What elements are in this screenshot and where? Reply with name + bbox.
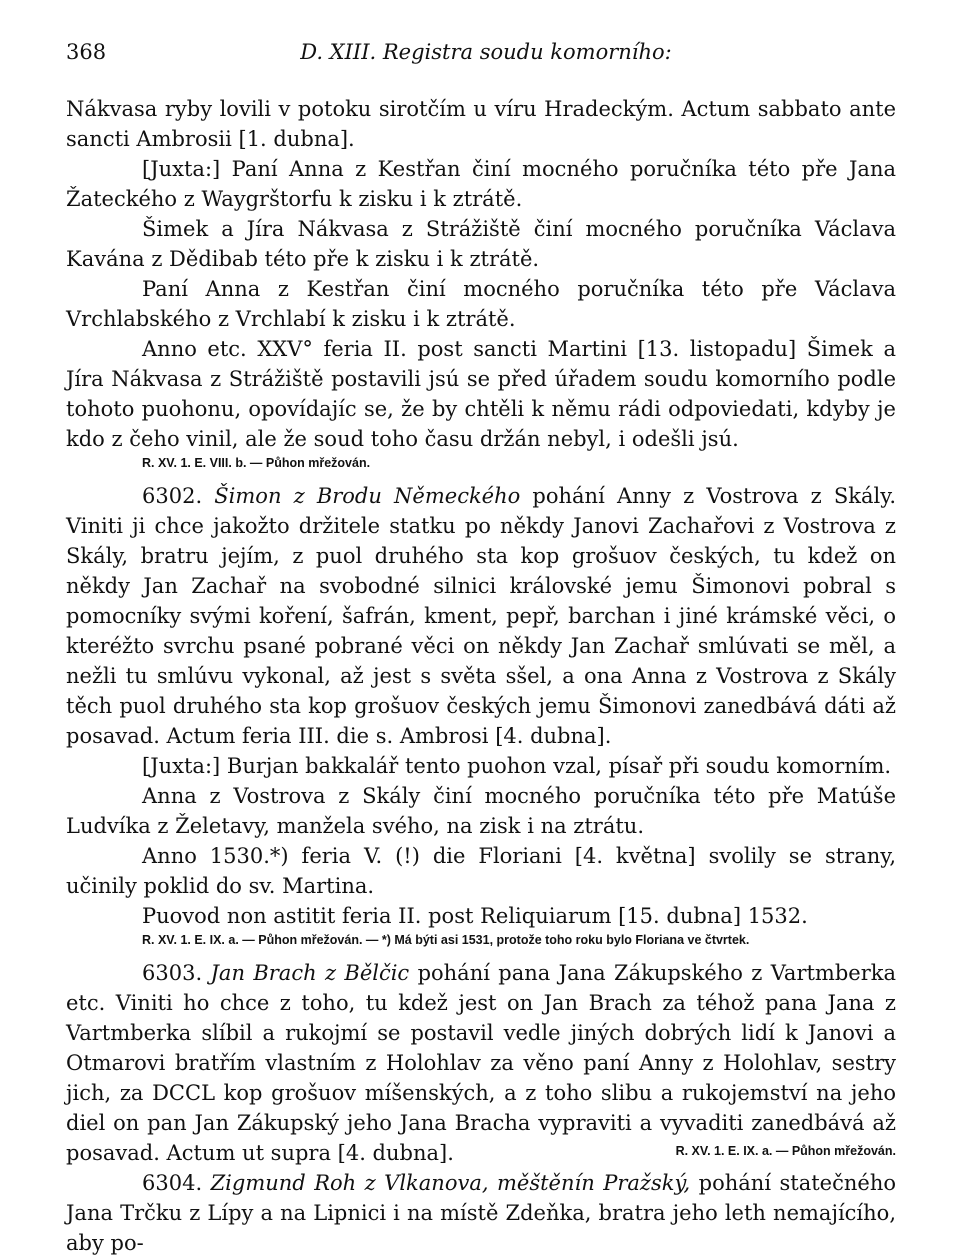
- entry-plaintiff: Šimon z Brodu Německého: [214, 484, 521, 508]
- entry-text: pohání pana Jana Zákupského z Vartmberka etc. Viniti ho chce z toho, tu kdež jest on Jan Brach za téhož pana Jana z Vartmberka slíbil a rukojmí se postavil vedle jiných dobrých lidí k Janovi a Otmarovi bratřím vlastním z Holohlav za věno paní Anny z Holohlav, sestry jich, za DCCL kop grošuov míšenských, a z toho slibu a rukojemství na jeho diel on pan Jan Zákupský jeho Jana Bracha vypraviti a vyvaditi zanedbává až posavad. Actum ut supra [4. dubna].: [66, 961, 896, 1165]
- paragraph: Puovod non astitit feria II. post Reliquiarum [15. dubna] 1532.: [142, 904, 808, 928]
- paragraph: Paní Anna z Kestřan činí mocného poručníka této pře Václava Vrchlabského z Vrchlabí k zisku i k ztrátě.: [66, 277, 896, 331]
- paragraph: Anno 1530.*) feria V. (!) die Floriani [4. května] svolily se strany, učinily poklid do sv. Martina.: [66, 844, 896, 898]
- entry-plaintiff: Jan Brach z Bělčic: [210, 961, 410, 985]
- entry-6304: [66, 1168, 896, 1258]
- paragraph: Šimek a Jíra Nákvasa z Strážiště činí mocného poručníka Václava Kavána z Dědibab této pře k zisku i k ztrátě.: [66, 217, 896, 271]
- entry-text: pohání statečného Jana Trčku z Lípy a na Lipnici i na místě Zdeňka, bratra jeho leth nemajícího, aby po-: [66, 1171, 896, 1255]
- entry-number: 6302.: [142, 484, 203, 508]
- entry-6302: [66, 481, 896, 751]
- paragraph: [Juxta:] Burjan bakkalář tento puohon vzal, písař při soudu komorním.: [142, 754, 892, 778]
- page-body: [66, 94, 896, 1258]
- entry-number: 6304.: [142, 1171, 203, 1195]
- source-note: R. XV. 1. E. IX. a. — Půhon mřežován.: [675, 1144, 896, 1158]
- entry-text: pohání Anny z Vostrova z Skály. Viniti ji chce jakožto držitele statku po někdy Janovi Zachařovi z Vostrova z Skály, bratru jejím, z puol druhého sta kop grošuov českých, tu kdež on někdy Jan Zachař na svobodné silnici královské jemu Šimonovi pobral s pomocníky svými koření, šafrán, kment, pepř, barchan i jiné krámské věci, o kteréžto svrchu psané pobrané věci on někdy Jan Zachař smlúvati se měl, a nežli tu smlúvu vykonal, až jest s světa sšel, a ona Anna z Vostrova z Skály těch puol druhého sta kop grošuov českých jemu Šimonovi zanedbává dáti až posavad. Actum feria III. die s. Ambrosi [4. dubna].: [66, 484, 896, 748]
- paragraph: [Juxta:] Paní Anna z Kestřan činí mocného poručníka této pře Jana Žateckého z Waygrštorfu k zisku i k ztrátě.: [66, 157, 896, 211]
- running-title: D. XIII. Registra soudu komorního:: [300, 40, 672, 64]
- source-note: R. XV. 1. E. VIII. b. — Půhon mřežován.: [142, 456, 371, 470]
- entry-6303: [66, 958, 896, 1168]
- page-number: 368: [66, 40, 107, 64]
- paragraph: Anno etc. XXV° feria II. post sancti Martini [13. listopadu] Šimek a Jíra Nákvasa z Strážiště postavili jsú se před úřadem soudu komorního podle tohoto puohonu, opovídajíc se, že by chtěli k němu rádi odpoviedati, kdyby je kdo z čeho vinil, ale že soud toho času držán nebyl, i odešli jsú.: [66, 337, 896, 451]
- entry-plaintiff: Zigmund Roh z Vlkanova, měštěnín Pražský,: [210, 1171, 691, 1195]
- paragraph: Anna z Vostrova z Skály činí mocného poručníka této pře Matúše Ludvíka z Želetavy, manžela svého, na zisk i na ztrátu.: [66, 784, 896, 838]
- paragraph: Nákvasa ryby lovili v potoku sirotčím u víru Hradeckým. Actum sabbato ante sancti Ambrosii [1. dubna].: [66, 97, 896, 151]
- entry-number: 6303.: [142, 961, 203, 985]
- source-note: R. XV. 1. E. IX. a. — Půhon mřežován. — *) Má býti asi 1531, protože toho roku bylo Floriana ve čtvrtek.: [142, 933, 750, 947]
- page-header: [66, 40, 896, 70]
